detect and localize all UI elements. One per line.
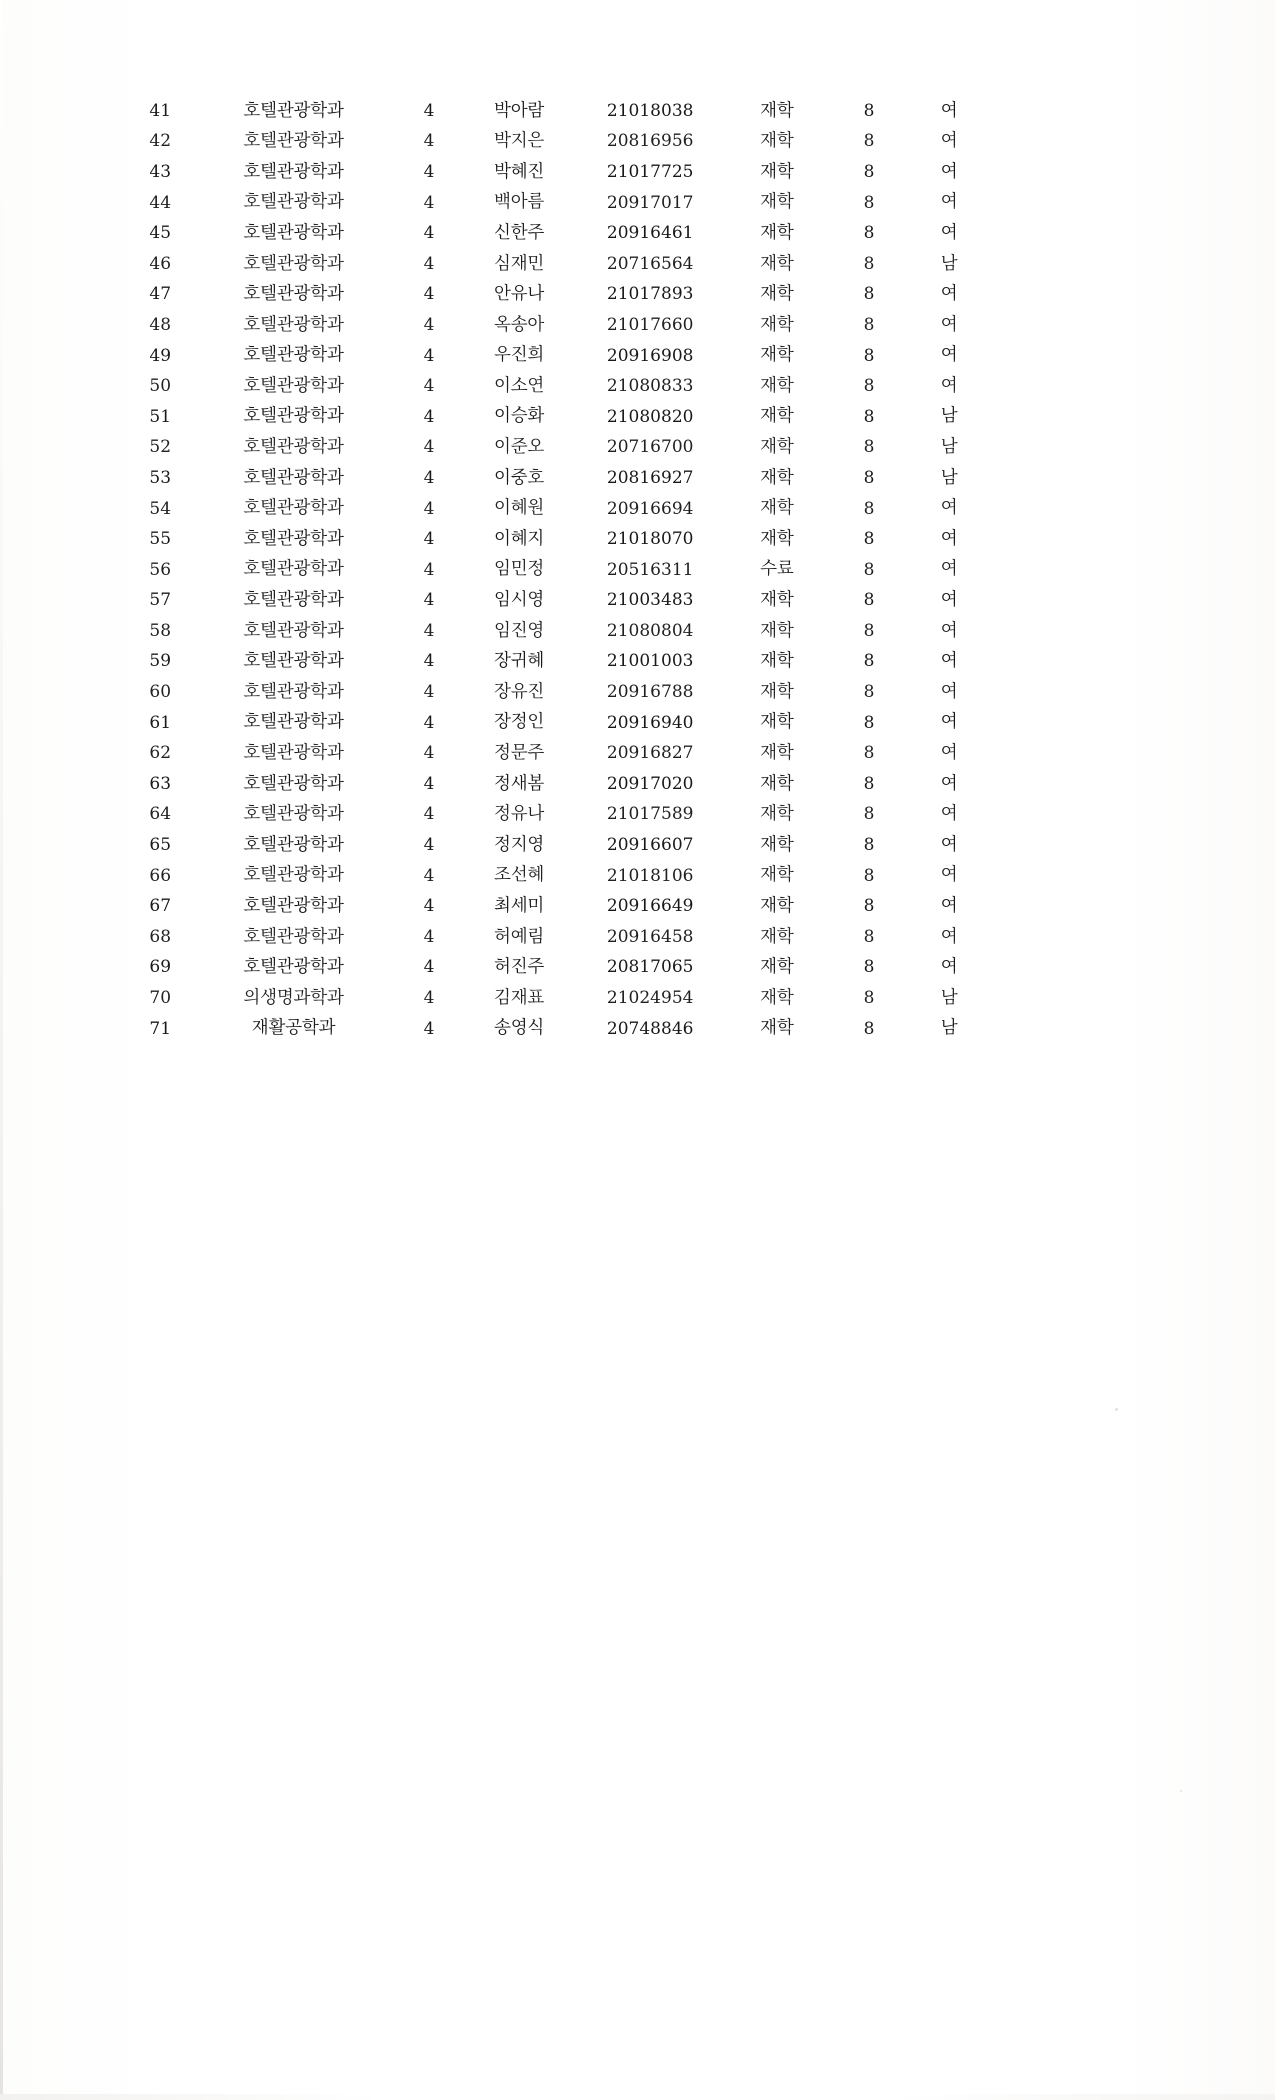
table-row [128, 738, 988, 769]
table-row [128, 433, 988, 464]
table-row [128, 157, 988, 188]
cell-name: 박지은 [494, 131, 545, 152]
cell-name: 백아름 [494, 192, 545, 213]
cell-department: 호텔관광학과 [243, 865, 344, 886]
cell-semester: 8 [863, 651, 875, 672]
cell-semester: 8 [863, 314, 875, 335]
cell-department: 호텔관광학과 [243, 253, 344, 274]
table-row [128, 127, 988, 158]
table-row [128, 708, 988, 739]
scan-edge-bottom [0, 2094, 1275, 2100]
cell-gender: 여 [940, 743, 958, 764]
cell-student-id: 21080820 [606, 406, 694, 427]
cell-gender: 여 [940, 161, 958, 182]
cell-gender: 여 [940, 314, 958, 335]
cell-student-id: 20916788 [606, 682, 694, 703]
cell-name: 옥송아 [494, 314, 545, 335]
cell-gender: 여 [940, 559, 958, 580]
cell-grade: 4 [423, 437, 435, 458]
cell-grade: 4 [423, 223, 435, 244]
table-row [128, 463, 988, 494]
cell-status: 재학 [760, 590, 794, 611]
scan-speck [1115, 1408, 1118, 1411]
cell-no: 63 [149, 773, 172, 794]
cell-status: 재학 [760, 131, 794, 152]
cell-name: 장유진 [494, 681, 545, 702]
cell-student-id: 20916458 [606, 926, 694, 947]
cell-grade: 4 [423, 406, 435, 427]
table-row [128, 371, 988, 402]
cell-no: 65 [149, 835, 172, 856]
cell-no: 56 [149, 559, 172, 580]
cell-name: 박아람 [494, 100, 545, 121]
cell-status: 재학 [760, 865, 794, 886]
cell-gender: 여 [940, 192, 958, 213]
cell-grade: 4 [423, 620, 435, 641]
table-row [128, 983, 988, 1014]
cell-name: 우진희 [494, 345, 545, 366]
table-row [128, 769, 988, 800]
cell-grade: 4 [423, 682, 435, 703]
cell-semester: 8 [863, 376, 875, 397]
cell-grade: 4 [423, 253, 435, 274]
cell-student-id: 21017893 [606, 284, 694, 305]
cell-student-id: 21017660 [606, 314, 694, 335]
cell-name: 신한주 [494, 222, 545, 243]
cell-gender: 여 [940, 498, 958, 519]
cell-status: 재학 [760, 437, 794, 458]
cell-student-id: 21024954 [606, 988, 694, 1009]
cell-status: 재학 [760, 161, 794, 182]
cell-grade: 4 [423, 284, 435, 305]
roster-container [128, 96, 988, 1044]
cell-semester: 8 [863, 253, 875, 274]
cell-gender: 남 [940, 1018, 958, 1039]
cell-no: 59 [149, 651, 172, 672]
table-row [128, 341, 988, 372]
cell-gender: 여 [940, 651, 958, 672]
cell-grade: 4 [423, 743, 435, 764]
cell-grade: 4 [423, 559, 435, 580]
cell-department: 호텔관광학과 [243, 926, 344, 947]
cell-semester: 8 [863, 896, 875, 917]
cell-name: 안유나 [494, 284, 545, 305]
cell-gender: 남 [940, 437, 958, 458]
cell-student-id: 20917017 [606, 192, 694, 213]
table-row [128, 586, 988, 617]
cell-gender: 남 [940, 467, 958, 488]
cell-name: 김재표 [494, 987, 545, 1008]
table-row [128, 310, 988, 341]
cell-department: 호텔관광학과 [243, 161, 344, 182]
cell-status: 재학 [760, 743, 794, 764]
cell-department: 호텔관광학과 [243, 559, 344, 580]
cell-status: 재학 [760, 681, 794, 702]
table-row [128, 953, 988, 984]
cell-no: 70 [149, 988, 172, 1009]
cell-status: 재학 [760, 406, 794, 427]
cell-status: 재학 [760, 1018, 794, 1039]
cell-status: 재학 [760, 222, 794, 243]
cell-status: 재학 [760, 253, 794, 274]
cell-name: 허예림 [494, 926, 545, 947]
cell-semester: 8 [863, 988, 875, 1009]
cell-status: 재학 [760, 498, 794, 519]
cell-department: 호텔관광학과 [243, 651, 344, 672]
cell-gender: 남 [940, 253, 958, 274]
cell-name: 임민정 [494, 559, 545, 580]
cell-status: 재학 [760, 192, 794, 213]
cell-name: 조선혜 [494, 865, 545, 886]
cell-status: 재학 [760, 528, 794, 549]
scan-speck [1180, 1790, 1182, 1792]
roster-body [128, 96, 988, 1044]
cell-student-id: 20917020 [606, 773, 694, 794]
cell-name: 정지영 [494, 834, 545, 855]
cell-no: 71 [149, 1018, 172, 1039]
cell-status: 재학 [760, 834, 794, 855]
cell-no: 66 [149, 865, 172, 886]
cell-no: 61 [149, 712, 172, 733]
cell-department: 호텔관광학과 [243, 375, 344, 396]
cell-status: 재학 [760, 284, 794, 305]
cell-student-id: 21018106 [606, 865, 694, 886]
table-row [128, 96, 988, 127]
cell-student-id: 21018070 [606, 529, 694, 550]
cell-gender: 여 [940, 957, 958, 978]
table-row [128, 218, 988, 249]
cell-no: 69 [149, 957, 172, 978]
cell-gender: 여 [940, 834, 958, 855]
cell-grade: 4 [423, 896, 435, 917]
cell-semester: 8 [863, 192, 875, 213]
scan-edge-left [0, 0, 3, 2100]
cell-status: 재학 [760, 712, 794, 733]
table-row [128, 677, 988, 708]
cell-department: 호텔관광학과 [243, 957, 344, 978]
table-row [128, 616, 988, 647]
cell-semester: 8 [863, 131, 875, 152]
cell-grade: 4 [423, 131, 435, 152]
student-roster-table [128, 96, 988, 1044]
cell-department: 의생명과학과 [243, 987, 344, 1008]
cell-semester: 8 [863, 100, 875, 121]
table-row [128, 555, 988, 586]
cell-no: 47 [149, 284, 172, 305]
cell-name: 이승화 [494, 406, 545, 427]
cell-name: 이준오 [494, 437, 545, 458]
cell-status: 재학 [760, 620, 794, 641]
cell-semester: 8 [863, 835, 875, 856]
cell-gender: 여 [940, 100, 958, 121]
cell-no: 46 [149, 253, 172, 274]
table-row [128, 891, 988, 922]
cell-no: 50 [149, 376, 172, 397]
cell-name: 이혜지 [494, 528, 545, 549]
cell-department: 재활공학과 [251, 1018, 336, 1039]
cell-gender: 여 [940, 804, 958, 825]
cell-semester: 8 [863, 467, 875, 488]
cell-name: 정새봄 [494, 773, 545, 794]
cell-status: 재학 [760, 804, 794, 825]
cell-department: 호텔관광학과 [243, 406, 344, 427]
cell-student-id: 21018038 [606, 100, 694, 121]
table-row [128, 280, 988, 311]
cell-grade: 4 [423, 835, 435, 856]
cell-semester: 8 [863, 345, 875, 366]
cell-department: 호텔관광학과 [243, 620, 344, 641]
cell-no: 43 [149, 161, 172, 182]
cell-grade: 4 [423, 712, 435, 733]
cell-status: 재학 [760, 926, 794, 947]
cell-status: 재학 [760, 345, 794, 366]
cell-student-id: 20916649 [606, 896, 694, 917]
table-row [128, 647, 988, 678]
cell-department: 호텔관광학과 [243, 743, 344, 764]
cell-department: 호텔관광학과 [243, 834, 344, 855]
cell-student-id: 20916461 [606, 223, 694, 244]
cell-gender: 여 [940, 222, 958, 243]
cell-gender: 여 [940, 284, 958, 305]
cell-no: 51 [149, 406, 172, 427]
cell-name: 임시영 [494, 590, 545, 611]
cell-no: 45 [149, 223, 172, 244]
cell-student-id: 20716700 [606, 437, 694, 458]
cell-department: 호텔관광학과 [243, 314, 344, 335]
cell-semester: 8 [863, 559, 875, 580]
cell-grade: 4 [423, 804, 435, 825]
cell-name: 박혜진 [494, 161, 545, 182]
cell-grade: 4 [423, 926, 435, 947]
cell-grade: 4 [423, 529, 435, 550]
table-row [128, 861, 988, 892]
cell-department: 호텔관광학과 [243, 437, 344, 458]
cell-student-id: 20816927 [606, 467, 694, 488]
table-row [128, 494, 988, 525]
cell-status: 수료 [760, 559, 794, 580]
cell-student-id: 21017589 [606, 804, 694, 825]
cell-gender: 여 [940, 681, 958, 702]
cell-semester: 8 [863, 957, 875, 978]
cell-no: 68 [149, 926, 172, 947]
cell-grade: 4 [423, 590, 435, 611]
cell-semester: 8 [863, 865, 875, 886]
cell-semester: 8 [863, 682, 875, 703]
cell-student-id: 20817065 [606, 957, 694, 978]
cell-gender: 여 [940, 590, 958, 611]
table-row [128, 830, 988, 861]
cell-gender: 여 [940, 773, 958, 794]
table-row [128, 1014, 988, 1045]
cell-semester: 8 [863, 437, 875, 458]
cell-status: 재학 [760, 314, 794, 335]
cell-name: 허진주 [494, 957, 545, 978]
cell-student-id: 20816956 [606, 131, 694, 152]
cell-semester: 8 [863, 926, 875, 947]
cell-gender: 여 [940, 865, 958, 886]
cell-semester: 8 [863, 620, 875, 641]
cell-name: 정문주 [494, 743, 545, 764]
cell-semester: 8 [863, 284, 875, 305]
table-row [128, 524, 988, 555]
table-row [128, 188, 988, 219]
cell-department: 호텔관광학과 [243, 284, 344, 305]
cell-name: 정유나 [494, 804, 545, 825]
cell-department: 호텔관광학과 [243, 895, 344, 916]
cell-semester: 8 [863, 161, 875, 182]
cell-no: 55 [149, 529, 172, 550]
cell-department: 호텔관광학과 [243, 681, 344, 702]
cell-semester: 8 [863, 773, 875, 794]
cell-student-id: 20916940 [606, 712, 694, 733]
cell-semester: 8 [863, 529, 875, 550]
cell-no: 41 [149, 100, 172, 121]
cell-grade: 4 [423, 773, 435, 794]
cell-name: 이중호 [494, 467, 545, 488]
cell-no: 49 [149, 345, 172, 366]
cell-status: 재학 [760, 895, 794, 916]
cell-student-id: 20748846 [606, 1018, 694, 1039]
cell-name: 심재민 [494, 253, 545, 274]
cell-grade: 4 [423, 314, 435, 335]
cell-department: 호텔관광학과 [243, 100, 344, 121]
cell-gender: 여 [940, 895, 958, 916]
cell-gender: 여 [940, 712, 958, 733]
cell-gender: 여 [940, 926, 958, 947]
cell-no: 53 [149, 467, 172, 488]
cell-no: 58 [149, 620, 172, 641]
cell-gender: 여 [940, 528, 958, 549]
cell-no: 62 [149, 743, 172, 764]
table-row [128, 402, 988, 433]
cell-student-id: 20516311 [606, 559, 694, 580]
cell-name: 장정인 [494, 712, 545, 733]
cell-student-id: 20916607 [606, 835, 694, 856]
cell-semester: 8 [863, 1018, 875, 1039]
cell-grade: 4 [423, 988, 435, 1009]
cell-name: 임진영 [494, 620, 545, 641]
cell-status: 재학 [760, 467, 794, 488]
cell-status: 재학 [760, 957, 794, 978]
cell-status: 재학 [760, 773, 794, 794]
cell-name: 이소연 [494, 375, 545, 396]
cell-gender: 여 [940, 375, 958, 396]
cell-semester: 8 [863, 406, 875, 427]
cell-name: 최세미 [494, 895, 545, 916]
cell-department: 호텔관광학과 [243, 345, 344, 366]
cell-grade: 4 [423, 957, 435, 978]
cell-semester: 8 [863, 804, 875, 825]
cell-status: 재학 [760, 100, 794, 121]
cell-gender: 여 [940, 345, 958, 366]
cell-no: 52 [149, 437, 172, 458]
cell-grade: 4 [423, 345, 435, 366]
table-row [128, 800, 988, 831]
cell-no: 57 [149, 590, 172, 611]
cell-student-id: 20716564 [606, 253, 694, 274]
cell-student-id: 20916827 [606, 743, 694, 764]
cell-gender: 남 [940, 406, 958, 427]
cell-no: 42 [149, 131, 172, 152]
cell-department: 호텔관광학과 [243, 528, 344, 549]
cell-gender: 여 [940, 620, 958, 641]
cell-grade: 4 [423, 498, 435, 519]
cell-student-id: 21017725 [606, 161, 694, 182]
cell-no: 54 [149, 498, 172, 519]
cell-name: 이혜원 [494, 498, 545, 519]
table-row [128, 922, 988, 953]
cell-status: 재학 [760, 987, 794, 1008]
cell-department: 호텔관광학과 [243, 804, 344, 825]
cell-grade: 4 [423, 1018, 435, 1039]
cell-no: 67 [149, 896, 172, 917]
cell-student-id: 21003483 [606, 590, 694, 611]
cell-grade: 4 [423, 865, 435, 886]
cell-semester: 8 [863, 498, 875, 519]
cell-name: 장귀혜 [494, 651, 545, 672]
cell-student-id: 21001003 [606, 651, 694, 672]
cell-semester: 8 [863, 743, 875, 764]
cell-no: 60 [149, 682, 172, 703]
cell-student-id: 20916694 [606, 498, 694, 519]
cell-department: 호텔관광학과 [243, 131, 344, 152]
cell-grade: 4 [423, 100, 435, 121]
cell-grade: 4 [423, 161, 435, 182]
cell-department: 호텔관광학과 [243, 192, 344, 213]
cell-no: 48 [149, 314, 172, 335]
cell-student-id: 21080804 [606, 620, 694, 641]
cell-grade: 4 [423, 376, 435, 397]
cell-name: 송영식 [494, 1018, 545, 1039]
cell-no: 44 [149, 192, 172, 213]
cell-student-id: 21080833 [606, 376, 694, 397]
cell-status: 재학 [760, 651, 794, 672]
cell-semester: 8 [863, 590, 875, 611]
cell-grade: 4 [423, 651, 435, 672]
cell-department: 호텔관광학과 [243, 467, 344, 488]
table-row [128, 249, 988, 280]
cell-gender: 남 [940, 987, 958, 1008]
cell-grade: 4 [423, 192, 435, 213]
cell-department: 호텔관광학과 [243, 498, 344, 519]
cell-semester: 8 [863, 712, 875, 733]
cell-status: 재학 [760, 375, 794, 396]
cell-semester: 8 [863, 223, 875, 244]
cell-gender: 여 [940, 131, 958, 152]
cell-department: 호텔관광학과 [243, 773, 344, 794]
cell-department: 호텔관광학과 [243, 712, 344, 733]
cell-no: 64 [149, 804, 172, 825]
cell-department: 호텔관광학과 [243, 222, 344, 243]
cell-student-id: 20916908 [606, 345, 694, 366]
cell-grade: 4 [423, 467, 435, 488]
cell-department: 호텔관광학과 [243, 590, 344, 611]
